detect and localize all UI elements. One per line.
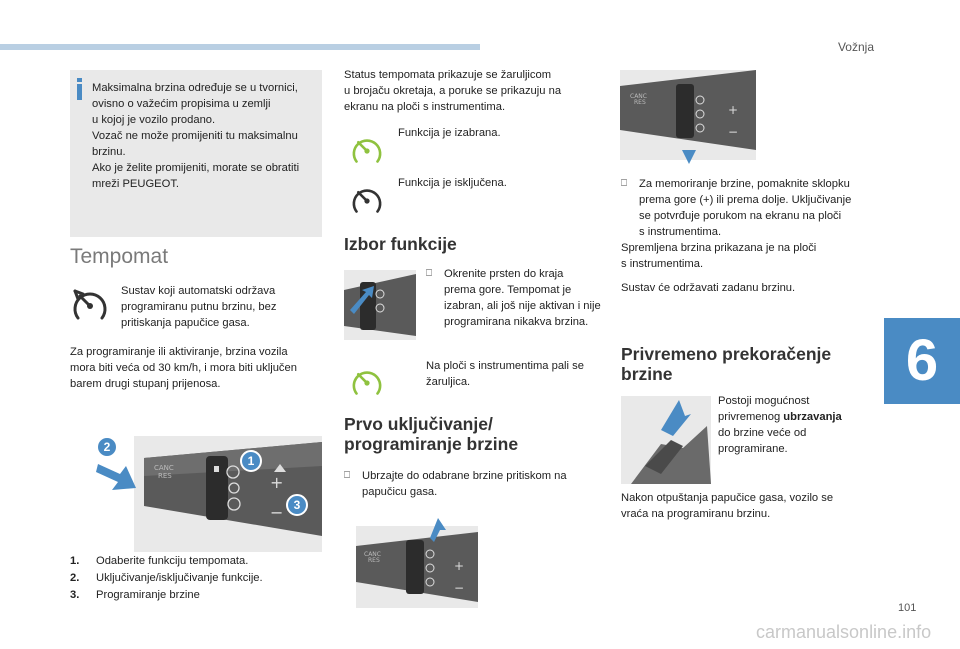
instruction-line: papučicu gasa.	[362, 486, 438, 498]
privremeno-title-line: brzine	[621, 364, 673, 384]
lamp-text	[426, 358, 596, 390]
list-number: 2.	[70, 572, 80, 584]
page-number: 101	[898, 602, 917, 614]
instruction-line: izabran, ali još nije aktivan i nije	[444, 300, 601, 312]
privremeno-title-line: Privremeno prekoračenje	[621, 344, 832, 364]
header-bar	[0, 44, 480, 50]
info-line: Maksimalna brzina određuje se u tvornici,	[92, 82, 298, 94]
tempomat-condition	[70, 344, 330, 392]
list-text: Programiranje brzine	[96, 589, 200, 601]
release-line: vraća na programiranu brzinu.	[621, 508, 771, 520]
stalk-select-illustration	[344, 270, 416, 340]
list-number: 3.	[70, 589, 80, 601]
res-label: RES	[634, 99, 646, 106]
svg-text:−: −	[728, 125, 739, 139]
res-label: RES	[368, 557, 380, 564]
info-line: ovisno o važećim propisima u zemlji	[92, 98, 271, 110]
condition-line: Za programiranje ili aktiviranje, brzina vozila	[70, 346, 288, 358]
accel-line: programirane.	[718, 443, 788, 455]
prvo-instruction	[344, 468, 594, 500]
intro-line: programiranu putnu brzinu, bez	[121, 301, 277, 313]
release-line: Nakon otpuštanja papučice gasa, vozilo se	[621, 492, 834, 504]
list-item	[70, 570, 263, 586]
list-item	[70, 553, 248, 569]
info-icon	[77, 78, 82, 100]
pedal-photo	[621, 396, 711, 484]
res-label: RES	[158, 472, 172, 480]
accel-plain: privremenog	[718, 411, 784, 423]
selected-label: Funkcija je izabrana.	[398, 127, 501, 139]
instruction-line: prema gore (+) ili prema dolje. Uključivanje	[639, 194, 852, 206]
tempomat-intro	[121, 283, 321, 331]
canc-label: CANC	[630, 93, 647, 100]
condition-line: barem drugi stupanj prijenosa.	[70, 378, 221, 390]
stalk-photo-accelerate	[356, 516, 478, 608]
privremeno-title	[621, 344, 831, 384]
bullet-icon: ⎕	[426, 268, 432, 279]
tempomat-title: Tempomat	[70, 245, 169, 268]
release-paragraph	[621, 490, 871, 522]
stalk-accelerate-illustration	[356, 516, 478, 608]
intro-line: Sustav koji automatski održava	[121, 285, 276, 297]
prvo-title-line: programiranje brzine	[344, 434, 519, 454]
badge-1: 1	[240, 450, 262, 472]
instruction-line: Za memoriranje brzine, pomaknite sklopku	[639, 178, 850, 190]
lamp-line: Na ploči s instrumentima pali se	[426, 360, 584, 372]
accel-line	[718, 409, 868, 425]
info-line: u kojoj je vozilo prodano.	[92, 114, 216, 126]
instruction-line: programirana nikakva brzina.	[444, 316, 589, 328]
instruction-line: Okrenite prsten do kraja	[444, 268, 564, 280]
status-line: u brojaču okretaja, a poruke se prikazuju na	[344, 85, 562, 97]
badge-2: 2	[96, 436, 118, 458]
prvo-title-line: Prvo uključivanje/	[344, 414, 493, 434]
info-box	[70, 70, 322, 237]
saved-line: s instrumentima.	[621, 258, 704, 270]
instruction-line: se potvrđuje porukom na ekranu na ploči	[639, 210, 842, 222]
condition-line: mora biti veća od 30 km/h, i mora biti uključen	[70, 362, 297, 374]
bullet-icon: ⎕	[344, 470, 350, 481]
badge-3: 3	[286, 494, 308, 516]
canc-label: CANC	[364, 551, 381, 558]
watermark: carmanualsonline.info	[756, 622, 932, 642]
accel-line: do brzine veće od	[718, 427, 807, 439]
stalk-photo-select	[344, 270, 416, 340]
cruise-stalk-illustration	[94, 436, 322, 552]
info-line: Ako je želite promijeniti, morate se obratiti	[92, 162, 300, 174]
saved-paragraph	[621, 240, 871, 272]
accel-line: Postoji mogućnost	[718, 395, 810, 407]
stalk-photo-main	[94, 436, 322, 552]
status-line: ekranu na ploči s instrumentima.	[344, 101, 506, 113]
status-line: Status tempomata prikazuje se žaruljicom	[344, 69, 552, 81]
instruction-line: Ubrzajte do odabrane brzine pritiskom na	[362, 470, 567, 482]
info-line: Vozač ne može promijeniti tu maksimalnu	[92, 130, 298, 142]
speedometer-icon	[66, 282, 114, 330]
izbor-title: Izbor funkcije	[344, 234, 457, 254]
lamp-line: žaruljica.	[426, 376, 471, 388]
saved-line: Spremljena brzina prikazana je na ploči	[621, 242, 817, 254]
instruction-line: prema gore. Tempomat je	[444, 284, 572, 296]
svg-text:−: −	[270, 503, 284, 522]
stalk-photo-memorize	[620, 70, 756, 166]
prvo-title	[344, 414, 518, 454]
speedometer-lamp-icon	[346, 362, 388, 404]
stalk-memorize-illustration	[620, 70, 756, 166]
status-paragraph	[344, 67, 594, 115]
svg-text:+: +	[728, 103, 739, 117]
list-number: 1.	[70, 555, 80, 567]
svg-text:+: +	[454, 559, 465, 573]
hold-paragraph: Sustav će održavati zadanu brzinu.	[621, 282, 796, 294]
bullet-icon: ⎕	[621, 178, 627, 189]
accel-bold: ubrzavanja	[783, 411, 842, 423]
info-line: mreži PEUGEOT.	[92, 178, 180, 190]
section-title: Vožnja	[837, 40, 874, 54]
accel-paragraph	[718, 393, 868, 457]
chapter-tab: 6	[884, 318, 960, 404]
list-item	[70, 587, 200, 603]
intro-line: pritiskanja papučice gasa.	[121, 317, 250, 329]
instruction-line: s instrumentima.	[639, 226, 722, 238]
memorize-instruction	[621, 176, 871, 240]
list-text: Uključivanje/isključivanje funkcije.	[96, 572, 263, 584]
deselected-label: Funkcija je isključena.	[398, 177, 507, 189]
accelerator-pedal-illustration	[621, 396, 711, 484]
list-text: Odaberite funkciju tempomata.	[96, 555, 249, 567]
izbor-instruction	[426, 266, 606, 330]
svg-text:−: −	[454, 581, 465, 595]
canc-label: CANC	[154, 464, 174, 472]
speedometer-grey-icon	[346, 180, 388, 222]
speedometer-green-icon	[346, 130, 388, 172]
info-line: brzinu.	[92, 146, 126, 158]
svg-text:+: +	[270, 473, 284, 492]
